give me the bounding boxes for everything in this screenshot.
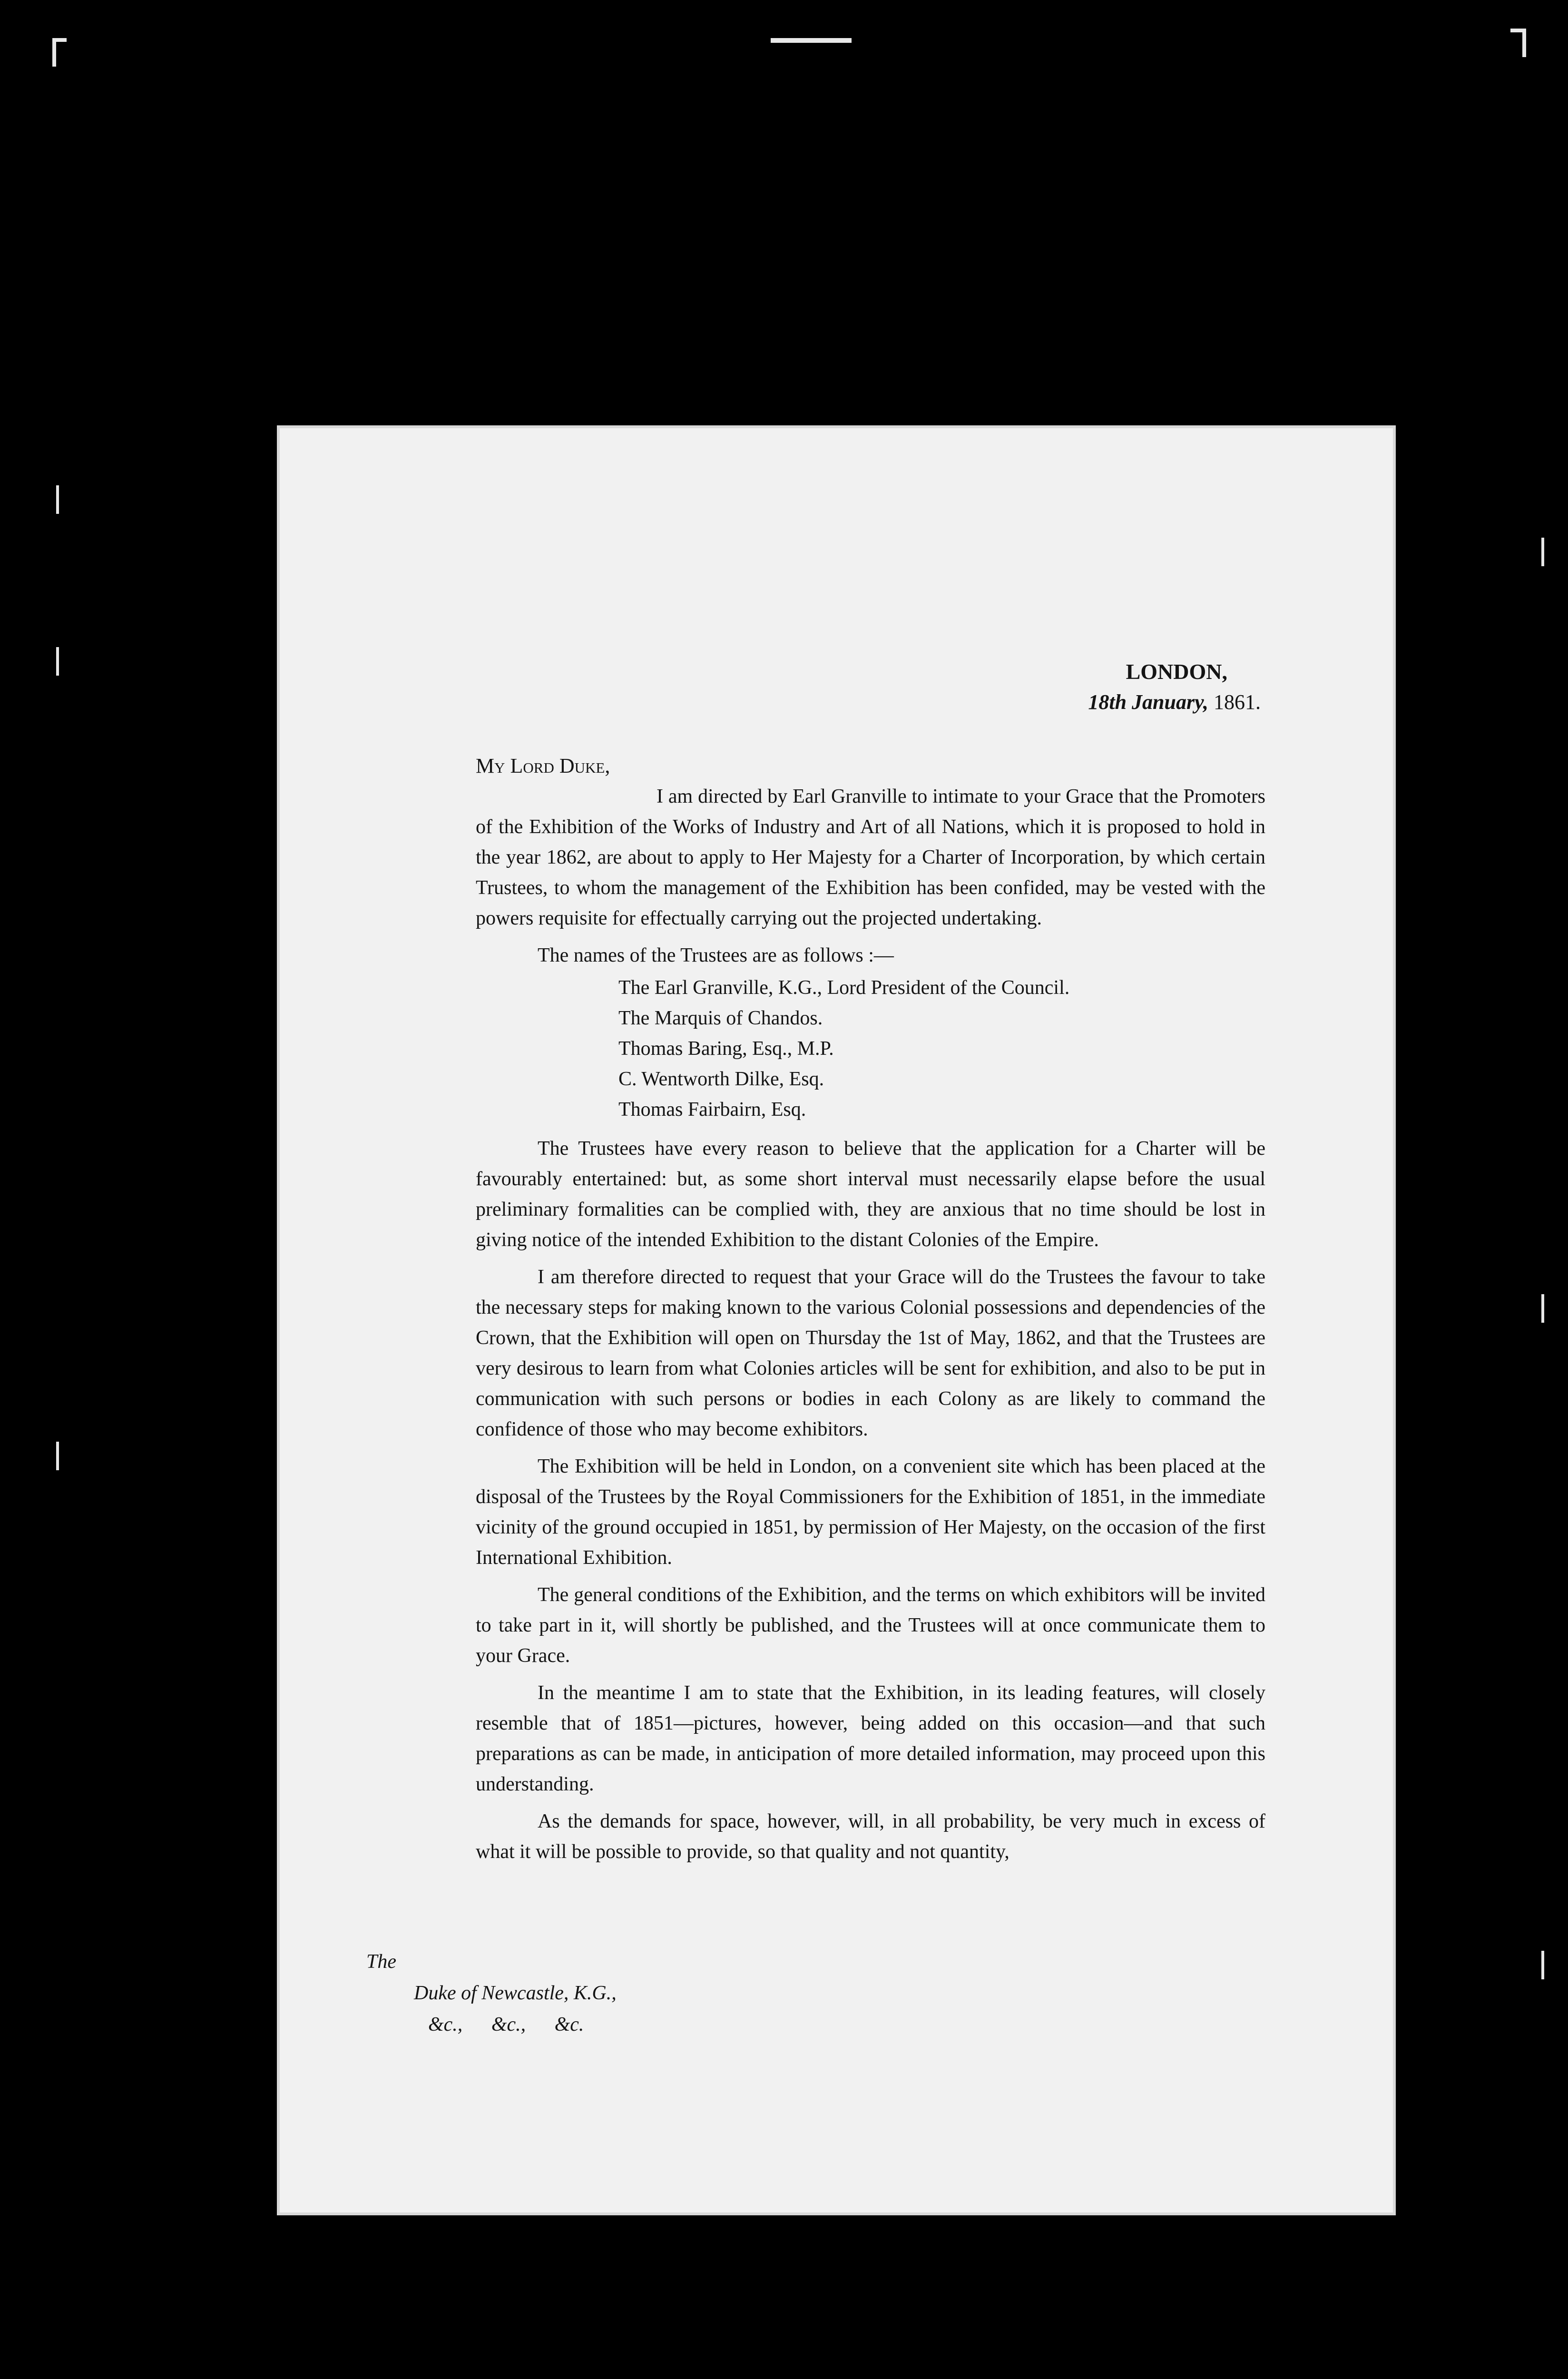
letter-date-day: 18th January, [1088,690,1208,714]
trustees-list [476,973,1265,1125]
paragraph-4: The Exhibition will be held in London, on a convenient site which has been placed at the disposal of the Trustees by the Royal Commissioners for the Exhibition of 1851, in the immediate vicinity of the ground occupied in 1851, by permission of Her Majesty, on the occasion of the first International Exhibition. [476,1455,1265,1569]
trustee-item: Thomas Baring, Esq., M.P. [618,1038,834,1060]
paragraph-5: The general conditions of the Exhibition, and the terms on which exhibitors will be invited to take part in it, will shortly be published, and the Trustees will at once communicate them to your Grace. [476,1584,1265,1667]
frame-corner-mark-right [1522,29,1526,57]
trustee-item: The Marquis of Chandos. [618,1007,823,1029]
trustee-item: The Earl Granville, K.G., Lord President of the Council. [618,977,1070,999]
letter-heading [476,657,1265,718]
letter-date-year: 1861. [1208,690,1261,714]
frame-edge-tick [56,1442,59,1470]
addressee-block [366,1946,617,2040]
addressee-etc-item: &c., [428,2014,463,2035]
frame-corner-mark-right-top [1510,29,1525,32]
letter-body [476,657,1265,1874]
addressee-etc-item: &c., [491,2014,526,2035]
paragraph-2: The Trustees have every reason to believe that the application for a Charter will be favourably entertained: but, as some short interval must necessarily elapse before the usual preliminary formalities can be complied with, they are anxious that no time should be lost in giving notice of the intended Exhibition to the distant Colonies of the Empire. [476,1138,1265,1251]
frame-edge-tick [1541,1951,1544,1979]
paragraph-3: I am therefore directed to request that your Grace will do the Trustees the favour to take the necessary steps for making known to the various Colonial possessions and dependencies of the Crown, that the Exhibition will open on Thursday the 1st of May, 1862, and that the Trustees are very desirous to learn from what Colonies articles will be sent for exhibition, and also to be put in communication with such persons or bodies in each Colony as are likely to command the confidence of those who may become exhibitors. [476,1266,1265,1440]
frame-edge-tick [1541,1294,1544,1323]
letter-place: LONDON, [1126,659,1227,684]
frame-edge-tick [56,485,59,514]
trustees-intro: The names of the Trustees are as follows :— [538,944,894,966]
addressee-etc [366,2009,617,2040]
frame-edge-tick [1541,538,1544,566]
frame-corner-mark-left-top [52,38,67,42]
paragraph-7: As the demands for space, however, will, in all probability, be very much in excess of what it will be possible to provide, so that quality and not quantity, [476,1810,1265,1863]
letter-date [476,687,1261,718]
addressee-line-2: Duke of Newcastle, K.G., [414,1982,617,2004]
addressee-line-1: The [366,1951,396,1973]
frame-edge-tick [56,647,59,676]
trustee-item: C. Wentworth Dilke, Esq. [618,1068,824,1090]
addressee-etc-item: &c. [554,2014,584,2035]
frame-top-center-mark [771,38,852,43]
paragraph-1: I am directed by Earl Granville to intimate to your Grace that the Promoters of the Exhibition of the Works of Industry and Art of all Nations, which it is proposed to hold in the year 1862, are about to apply to Her Majesty for a Charter of Incorporation, by which certain Trustees, to whom the management of the Exhibition has been confided, may be vested with the powers requisite for effectually carrying out the projected undertaking. [476,786,1265,929]
salutation: My Lord Duke, [476,754,610,777]
frame-corner-mark-left [52,38,56,67]
trustee-item: Thomas Fairbairn, Esq. [618,1099,806,1121]
paragraph-6: In the meantime I am to state that the Exhibition, in its leading features, will closely resemble that of 1851—pictures, however, being added on this occasion—and that such preparations as can be made, in anticipation of more detailed information, may proceed upon this understanding. [476,1682,1265,1795]
